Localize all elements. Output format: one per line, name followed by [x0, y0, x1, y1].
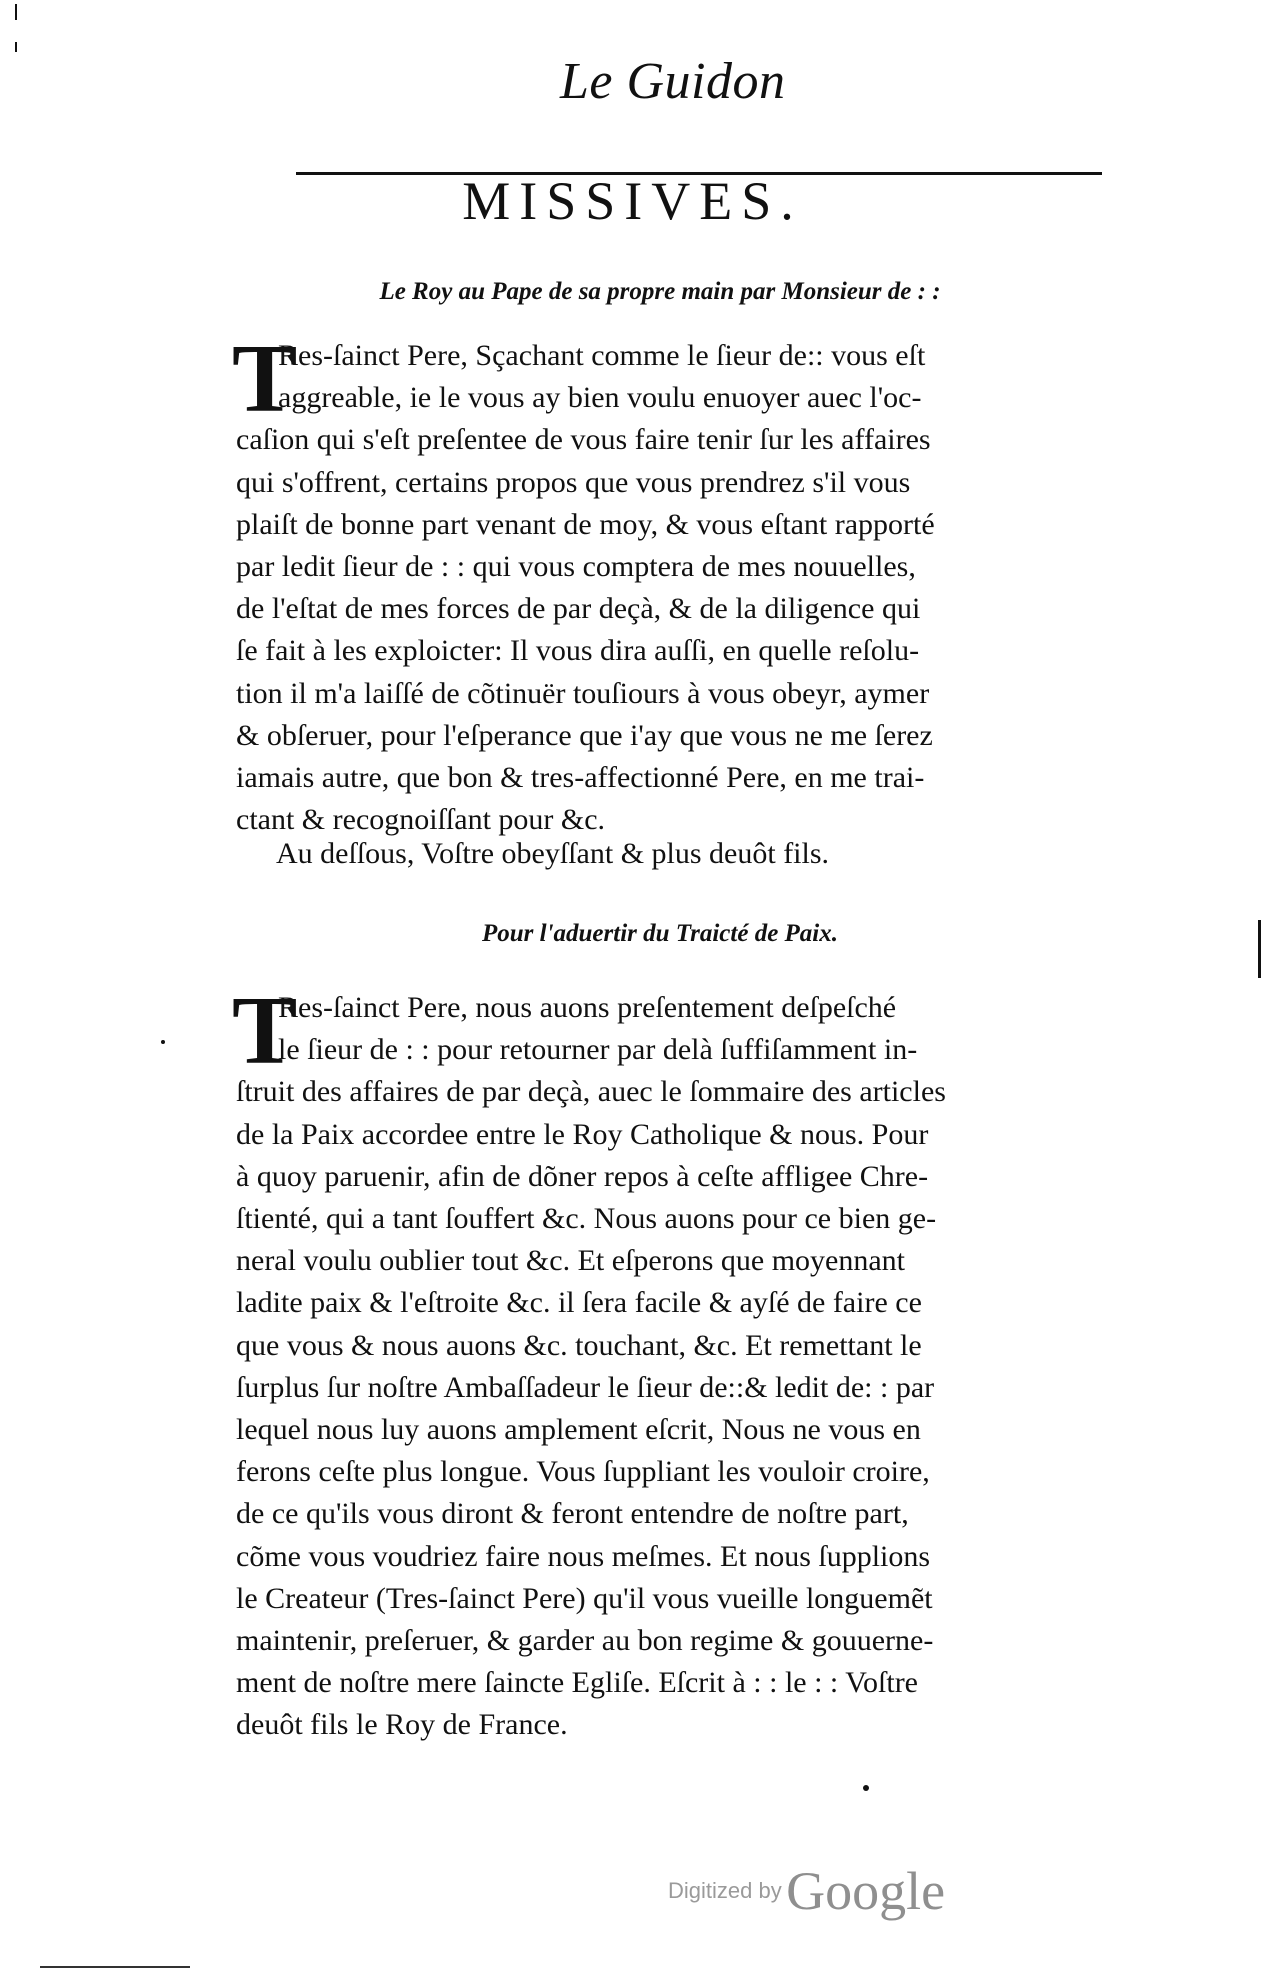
letter1-line: ſe fait à les exploicter: Il vous dira auſſi, en quelle reſolu-	[236, 634, 920, 668]
running-head: Le Guidon	[560, 53, 786, 110]
letter2-line: cõme vous voudriez faire nous meſmes. Et nous ſupplions	[236, 1539, 931, 1573]
letter2-line: ferons ceſte plus longue. Vous ſuppliant les vouloir croire,	[236, 1455, 930, 1489]
letter1-line: & obſeruer, pour l'eſperance que i'ay que vous ne me ſerez	[236, 718, 933, 752]
letter1-line: plaiſt de bonne part venant de moy, & vous eſtant rapporté	[236, 507, 935, 541]
letter1-line: de l'eſtat de mes forces de par deçà, & de la diligence qui	[236, 592, 921, 626]
letter1-line: caſion qui s'eſt preſentee de vous faire tenir ſur les affaires	[236, 423, 931, 457]
scan-speck	[1258, 920, 1261, 978]
letter1-heading: Le Roy au Pape de sa propre main par Monsieur de : :	[379, 278, 941, 305]
scan-speck	[863, 1785, 869, 1791]
watermark-brand: Google	[786, 1861, 946, 1921]
letter2-line: lequel nous luy auons amplement eſcrit, Nous ne vous en	[236, 1413, 921, 1447]
scan-speck	[15, 4, 17, 20]
letter2-line: que vous & nous auons &c. touchant, &c. Et remettant le	[236, 1328, 922, 1362]
letter2-line: le Createur (Tres-ſainct Pere) qu'il vous vueille longuemẽt	[236, 1581, 933, 1615]
letter1-line: aggreable, ie le vous ay bien voulu enuoyer auec l'oc-	[278, 381, 922, 415]
letter1-signoff: Au deſſous, Voſtre obeyſſant & plus deuôt fils.	[276, 837, 830, 870]
letter2-body	[232, 977, 1116, 1747]
scan-speck	[15, 42, 17, 52]
letter2-line: ladite paix & l'eſtroite &c. il ſera facile & ayſé de faire ce	[236, 1286, 922, 1320]
letter1-line: tion il m'a laiſſé de cõtinuër touſiours à vous obeyr, aymer	[236, 676, 930, 710]
letter2-line: le ſieur de : : pour retourner par delà ſuffiſamment in-	[278, 1033, 918, 1067]
letter2-line: ſtruit des affaires de par deçà, auec le ſommaire des articles	[236, 1075, 946, 1109]
letter2-line: Res-ſainct Pere, nous auons preſentement deſpeſché	[278, 991, 897, 1024]
scan-speck	[161, 1040, 165, 1044]
letter1-dropcap: T	[232, 325, 298, 433]
letter1-line: ctant & recognoiſſant pour &c.	[236, 803, 606, 837]
letter2-line: deuôt fils le Roy de France.	[236, 1708, 568, 1742]
letter1-line: qui s'offrent, certains propos que vous prendrez s'il vous	[236, 465, 911, 499]
letter2-line: ſtienté, qui a tant ſouffert &c. Nous auons pour ce bien ge-	[236, 1202, 937, 1236]
letter2-line: maintenir, preſeruer, & garder au bon regime & gouuerne-	[236, 1624, 934, 1658]
letter2-dropcap: T	[232, 977, 298, 1085]
section-title: MISSIVES.	[462, 171, 803, 231]
letter2-line: neral voulu oublier tout &c. Et eſperons que moyennant	[236, 1244, 905, 1278]
footer-rule	[40, 1966, 190, 1968]
watermark-prefix: Digitized by	[668, 1878, 782, 1903]
letter2-line: ment de noſtre mere ſaincte Egliſe. Eſcrit à : : le : : Voſtre	[236, 1666, 919, 1700]
letter1-line: par ledit ſieur de : : qui vous comptera de mes nouuelles,	[236, 550, 916, 584]
letter2-line: de ce qu'ils vous diront & feront entendre de noſtre part,	[236, 1497, 909, 1531]
letter1-line: iamais autre, que bon & tres-affectionné Pere, en me trai-	[236, 761, 925, 795]
letter1-line: Res-ſainct Pere, Sçachant comme le ſieur de:: vous eſt	[278, 339, 926, 372]
letter1-body	[232, 325, 1116, 841]
letter2-line: de la Paix accordee entre le Roy Catholique & nous. Pour	[236, 1117, 929, 1151]
letter2-heading: Pour l'aduertir du Traicté de Paix.	[481, 920, 839, 947]
letter2-line: ſurplus ſur noſtre Ambaſſadeur le ſieur de::& ledit de: : par	[236, 1370, 935, 1404]
digitized-watermark	[668, 1860, 945, 1922]
letter2-line: à quoy paruenir, afin de dõner repos à ceſte affligee Chre-	[236, 1159, 929, 1193]
